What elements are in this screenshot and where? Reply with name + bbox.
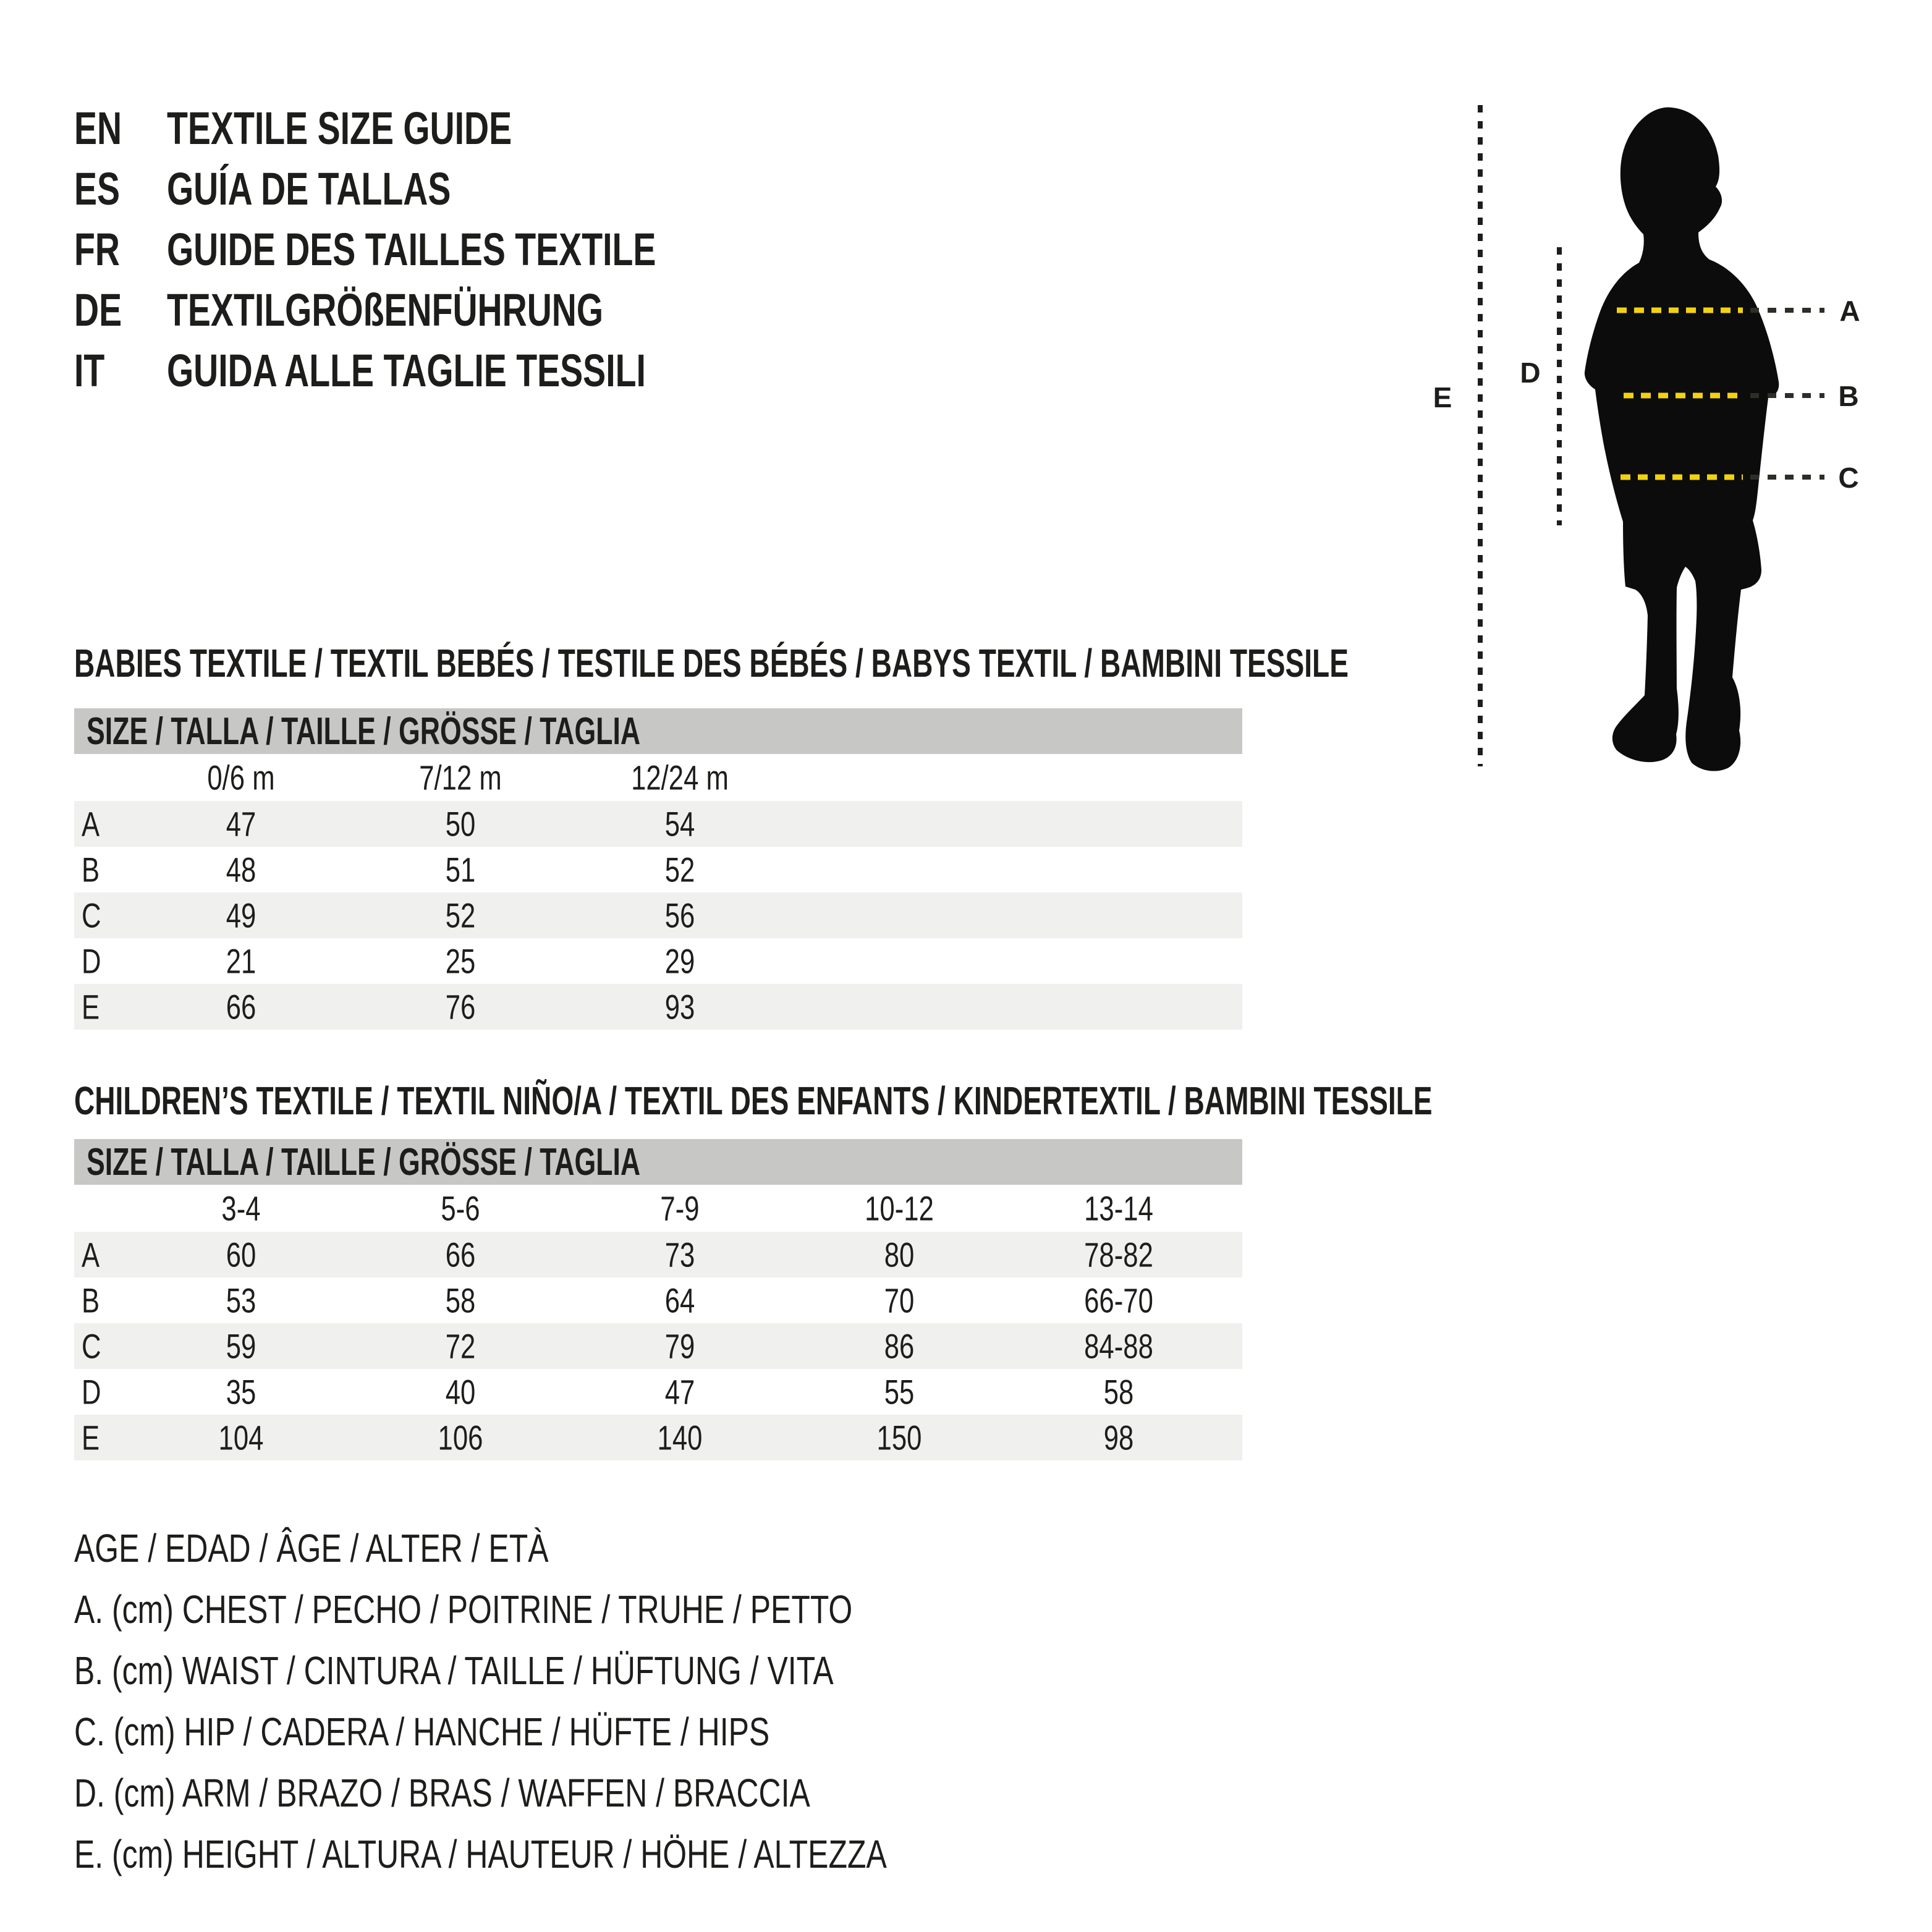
babies-section-heading <box>74 640 1844 686</box>
legend-line <box>74 1762 1116 1823</box>
table-row <box>74 892 1242 938</box>
children-column-header-row <box>74 1185 1242 1232</box>
babies-table-header-bar <box>74 708 1242 754</box>
children-heading-text: CHILDREN’S TEXTILE / TEXTIL NIÑO/A / TEXTIL DES ENFANTS / KINDERTEXTIL / BAMBINI TESSILE <box>74 1078 1433 1123</box>
table-cell: 51 <box>445 850 476 889</box>
table-cell: 86 <box>884 1326 915 1366</box>
language-title: GUÍA DE TALLAS <box>167 163 451 214</box>
row-label: E <box>82 1418 100 1457</box>
size-header-label: SIZE / TALLA / TAILLE / GRÖSSE / TAGLIA <box>87 710 641 753</box>
table-cell: 150 <box>876 1418 922 1457</box>
column-header: 0/6 m <box>207 758 275 797</box>
table-cell: 48 <box>226 850 256 889</box>
language-code: DE <box>74 284 122 336</box>
table-row <box>74 801 1242 847</box>
column-header: 3-4 <box>221 1188 261 1228</box>
column-header: 7/12 m <box>419 758 502 797</box>
label-chest-a: A <box>1839 295 1860 327</box>
language-title: TEXTILGRÖßENFÜHRUNG <box>167 284 604 336</box>
children-table-header-bar <box>74 1139 1242 1185</box>
table-cell: 59 <box>226 1326 256 1366</box>
language-list <box>74 98 819 400</box>
table-cell: 70 <box>884 1281 915 1320</box>
table-cell: 106 <box>438 1418 483 1457</box>
babies-heading-text: BABIES TEXTILE / TEXTIL BEBÉS / TESTILE DES BÉBÉS / BABYS TEXTIL / BAMBINI TESSILE <box>74 641 1349 685</box>
table-cell: 47 <box>664 1372 695 1412</box>
table-cell: 47 <box>226 804 256 844</box>
children-section-heading <box>74 1078 1932 1124</box>
column-header: 13-14 <box>1084 1188 1153 1228</box>
table-cell: 84-88 <box>1084 1326 1153 1366</box>
size-header-label: SIZE / TALLA / TAILLE / GRÖSSE / TAGLIA <box>87 1140 641 1184</box>
table-cell: 56 <box>664 896 695 935</box>
table-cell: 64 <box>664 1281 695 1320</box>
row-label: A <box>82 1235 100 1274</box>
table-cell: 78-82 <box>1084 1235 1153 1274</box>
legend-waist: B. (cm) WAIST / CINTURA / TAILLE / HÜFTUNG / VITA <box>74 1648 834 1693</box>
language-code: ES <box>74 163 121 214</box>
table-row <box>74 1232 1242 1277</box>
legend-arm: D. (cm) ARM / BRAZO / BRAS / WAFFEN / BRACCIA <box>74 1770 810 1815</box>
table-cell: 140 <box>657 1418 703 1457</box>
legend-line <box>74 1823 1116 1884</box>
language-row <box>74 219 819 279</box>
table-cell: 58 <box>1103 1372 1134 1412</box>
column-header: 10-12 <box>865 1188 934 1228</box>
language-row <box>74 279 819 340</box>
label-hip-c: C <box>1838 462 1859 494</box>
table-cell: 55 <box>884 1372 915 1412</box>
table-cell: 53 <box>226 1281 256 1320</box>
legend-line <box>74 1517 1116 1578</box>
table-cell: 54 <box>664 804 695 844</box>
table-cell: 52 <box>445 896 476 935</box>
table-row <box>74 938 1242 984</box>
language-code: IT <box>74 344 105 396</box>
row-label: D <box>82 941 101 981</box>
legend-line <box>74 1640 1116 1701</box>
table-cell: 80 <box>884 1235 915 1274</box>
measurement-legend <box>74 1517 1116 1884</box>
table-cell: 58 <box>445 1281 476 1320</box>
language-row <box>74 158 819 219</box>
table-cell: 52 <box>664 850 695 889</box>
babies-column-header-row <box>74 754 1242 801</box>
table-row <box>74 847 1242 892</box>
legend-age: AGE / EDAD / ÂGE / ALTER / ETÀ <box>74 1525 549 1570</box>
language-code: EN <box>74 102 122 154</box>
babies-size-table <box>74 708 1242 1030</box>
language-row <box>74 98 819 158</box>
row-label: B <box>82 1281 100 1320</box>
table-cell: 66-70 <box>1084 1281 1153 1320</box>
table-cell: 79 <box>664 1326 695 1366</box>
table-cell: 66 <box>226 987 256 1027</box>
column-header: 5-6 <box>441 1188 480 1228</box>
row-label: C <box>82 1326 101 1366</box>
legend-height: E. (cm) HEIGHT / ALTURA / HAUTEUR / HÖHE / ALTEZZA <box>74 1831 887 1876</box>
row-label: A <box>82 804 100 844</box>
column-header: 7-9 <box>660 1188 700 1228</box>
legend-line <box>74 1701 1116 1762</box>
table-cell: 72 <box>445 1326 476 1366</box>
row-label: C <box>82 896 101 935</box>
table-cell: 49 <box>226 896 256 935</box>
table-cell: 98 <box>1103 1418 1134 1457</box>
row-label: E <box>82 987 100 1027</box>
table-cell: 35 <box>226 1372 256 1412</box>
row-label: D <box>82 1372 101 1412</box>
label-waist-b: B <box>1838 380 1859 412</box>
table-cell: 76 <box>445 987 476 1027</box>
language-title: GUIDE DES TAILLES TEXTILE <box>167 223 656 275</box>
table-cell: 60 <box>226 1235 256 1274</box>
label-arm-d: D <box>1520 357 1541 389</box>
table-row <box>74 1323 1242 1369</box>
table-cell: 50 <box>445 804 476 844</box>
table-row <box>74 1415 1242 1460</box>
table-cell: 21 <box>226 941 256 981</box>
table-cell: 66 <box>445 1235 476 1274</box>
table-cell: 40 <box>445 1372 476 1412</box>
table-row <box>74 984 1242 1030</box>
table-row <box>74 1277 1242 1323</box>
language-row <box>74 340 819 400</box>
row-label: B <box>82 850 100 889</box>
legend-hip: C. (cm) HIP / CADERA / HANCHE / HÜFTE / HIPS <box>74 1709 770 1754</box>
table-cell: 93 <box>664 987 695 1027</box>
table-cell: 104 <box>218 1418 264 1457</box>
column-header: 12/24 m <box>631 758 729 797</box>
table-cell: 73 <box>664 1235 695 1274</box>
label-height-e: E <box>1433 381 1452 413</box>
language-title: TEXTILE SIZE GUIDE <box>167 102 512 154</box>
table-row <box>74 1369 1242 1415</box>
legend-line <box>74 1578 1116 1640</box>
language-code: FR <box>74 223 120 275</box>
legend-chest: A. (cm) CHEST / PECHO / POITRINE / TRUHE / PETTO <box>74 1587 853 1632</box>
language-title: GUIDA ALLE TAGLIE TESSILI <box>167 344 646 396</box>
children-size-table <box>74 1139 1242 1460</box>
table-cell: 25 <box>445 941 476 981</box>
table-cell: 29 <box>664 941 695 981</box>
